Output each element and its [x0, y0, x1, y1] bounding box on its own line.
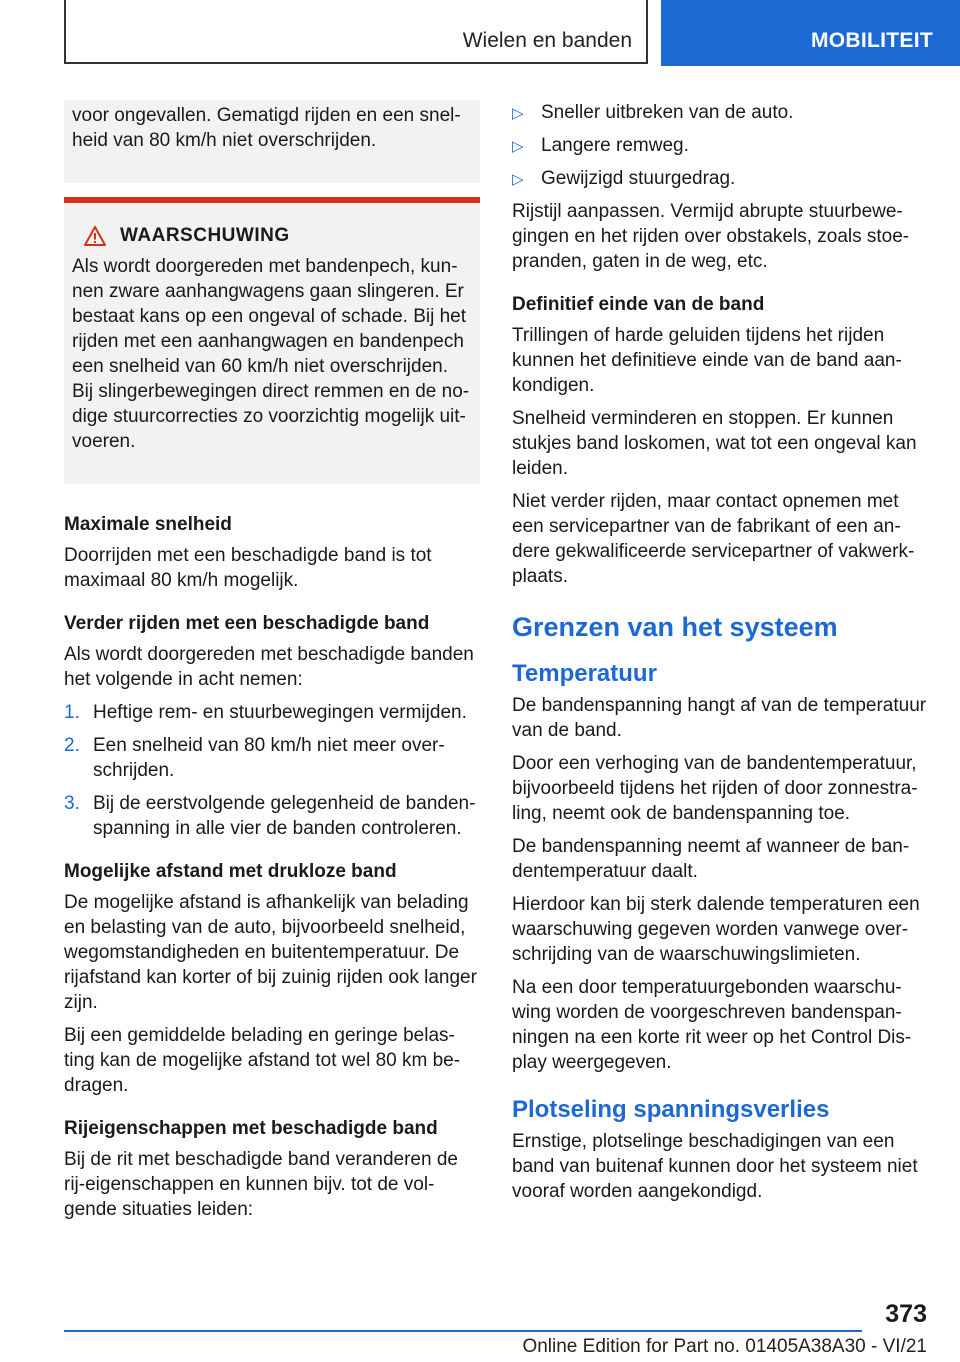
bullet-text: Gewijzigd stuurgedrag. [541, 168, 736, 189]
warning-triangle-icon [84, 226, 106, 246]
step-number: 3. [64, 793, 80, 814]
step-text: Een snelheid van 80 km/h niet meer over‐schrijden. [93, 735, 445, 781]
continue-driving-steps [64, 700, 480, 841]
pressure-loss-section [512, 1095, 928, 1204]
handling-section [64, 1116, 480, 1222]
triangle-bullet-icon: ▷ [512, 171, 524, 188]
header-chapter-label: MOBILITEIT [811, 29, 933, 52]
continued-note-box [64, 100, 480, 183]
continue-driving-title: Verder rijden met een beschadigde band [64, 613, 430, 634]
continued-text: voor ongevallen. Gematigd rijden en een snel‐heid van 80 km/h niet overschrijden. [72, 105, 461, 151]
right-column [512, 100, 928, 1212]
footer-divider [64, 1330, 862, 1332]
page-number: 373 [885, 1300, 927, 1328]
header-section-title: Wielen en banden [462, 29, 632, 52]
end-of-tire-text-1: Trillingen of harde geluiden tijdens het rijden kunnen het definitieve einde van de band aan‐kondigen. [512, 325, 902, 396]
list-item [512, 100, 928, 125]
bullet-text: Langere remweg. [541, 135, 689, 156]
handling-text: Bij de rit met beschadigde band veranderen de rij-eigenschappen en kunnen bijv. tot de vol‐gende situaties leiden: [64, 1149, 458, 1220]
left-column [64, 100, 480, 1230]
step-number: 2. [64, 735, 80, 756]
max-speed-section [64, 512, 480, 593]
list-item [64, 700, 480, 725]
step-text: Heftige rem- en stuurbewegingen vermijden. [93, 702, 467, 723]
step-number: 1. [64, 702, 80, 723]
list-item [512, 133, 928, 158]
triangle-bullet-icon: ▷ [512, 105, 524, 122]
distance-text-2: Bij een gemiddelde belading en geringe belas‐ting kan de mogelijke afstand tot wel 80 km be‐dragen. [64, 1025, 461, 1096]
triangle-bullet-icon: ▷ [512, 138, 524, 155]
distance-title: Mogelijke afstand met drukloze band [64, 861, 397, 882]
temperature-text-5: Na een door temperatuurgebonden waarschu‐wing worden de voorgeschreven bandenspan‐ningen na een korte rit weer op het Control Dis‐play weergegeven. [512, 977, 912, 1073]
header-section-box [64, 0, 648, 64]
pressure-loss-title: Plotseling spanningsverlies [512, 1096, 830, 1123]
max-speed-text: Doorrijden met een beschadigde band is tot maximaal 80 km/h mogelijk. [64, 545, 432, 591]
end-of-tire-section [512, 292, 928, 589]
warning-title: WAARSCHUWING [120, 225, 290, 246]
distance-text-1: De mogelijke afstand is afhankelijk van belading en belasting van de auto, bijvoorbeeld snelheid, wegomstandigheden en buitentemperatuur. De rijafstand kan korter of bij zuinig rijden ook langer zijn. [64, 892, 477, 1013]
adjust-style-text: Rijstijl aanpassen. Vermijd abrupte stuurbewe‐gingen en het rijden over obstakels, zoals stoe‐pranden, gaten in de weg, etc. [512, 201, 910, 272]
end-of-tire-text-2: Snelheid verminderen en stoppen. Er kunnen stukjes band loskomen, wat tot een ongeval kan leiden. [512, 408, 917, 479]
warning-box [64, 197, 480, 484]
distance-section [64, 859, 480, 1098]
header-chapter-tab[interactable] [661, 0, 960, 66]
step-text: Bij de eerstvolgende gelegenheid de banden‐spanning in alle vier de banden controleren. [93, 793, 476, 839]
warning-header [72, 223, 472, 248]
limits-heading: Grenzen van het systeem [512, 612, 838, 642]
warning-text: Als wordt doorgereden met bandenpech, kun‐nen zware aanhangwagens gaan slingeren. Er bestaat kans op een ongeval of schade. Bij het rijden met een aanhangwagen en bandenpech een snelheid van 60 km/h niet overschrijden. Bij slingerbewegingen direct remmen en de no‐dige stuurcorrecties zo voorzichtig mogelijk uit‐voeren. [72, 256, 470, 452]
bullet-text: Sneller uitbreken van de auto. [541, 102, 794, 123]
pressure-loss-text: Ernstige, plotselinge beschadigingen van een band van buitenaf kunnen door het systeem niet vooraf worden aangekondigd. [512, 1131, 918, 1202]
temperature-text-4: Hierdoor kan bij sterk dalende temperaturen een waarschuwing gegeven worden vanwege over‐schrijding van de waarschuwingslimieten. [512, 894, 920, 965]
continue-driving-section [64, 611, 480, 841]
temperature-text-2: Door een verhoging van de bandentemperatuur, bijvoorbeeld tijdens het rijden of door zonnestra‐ling, neemt ook de bandenspanning toe. [512, 753, 918, 824]
footer-edition: Online Edition for Part no. 01405A38A30 - VI/21 [522, 1336, 927, 1357]
temperature-section [512, 659, 928, 1075]
handling-effects-list [512, 100, 928, 191]
list-item [64, 733, 480, 783]
temperature-text-1: De bandenspanning hangt af van de temperatuur van de band. [512, 695, 927, 741]
temperature-title: Temperatuur [512, 660, 657, 687]
list-item [64, 791, 480, 841]
continue-driving-text: Als wordt doorgereden met beschadigde banden het volgende in acht nemen: [64, 644, 474, 690]
end-of-tire-text-3: Niet verder rijden, maar contact opnemen met een servicepartner van de fabrikant of een an‐dere gekwalificeerde servicepartner of vakwerk‐plaats. [512, 491, 915, 587]
handling-title: Rijeigenschappen met beschadigde band [64, 1118, 438, 1139]
list-item [512, 166, 928, 191]
temperature-text-3: De bandenspanning neemt af wanneer de ban‐dentemperatuur daalt. [512, 836, 910, 882]
end-of-tire-title: Definitief einde van de band [512, 294, 765, 315]
max-speed-title: Maximale snelheid [64, 514, 232, 535]
